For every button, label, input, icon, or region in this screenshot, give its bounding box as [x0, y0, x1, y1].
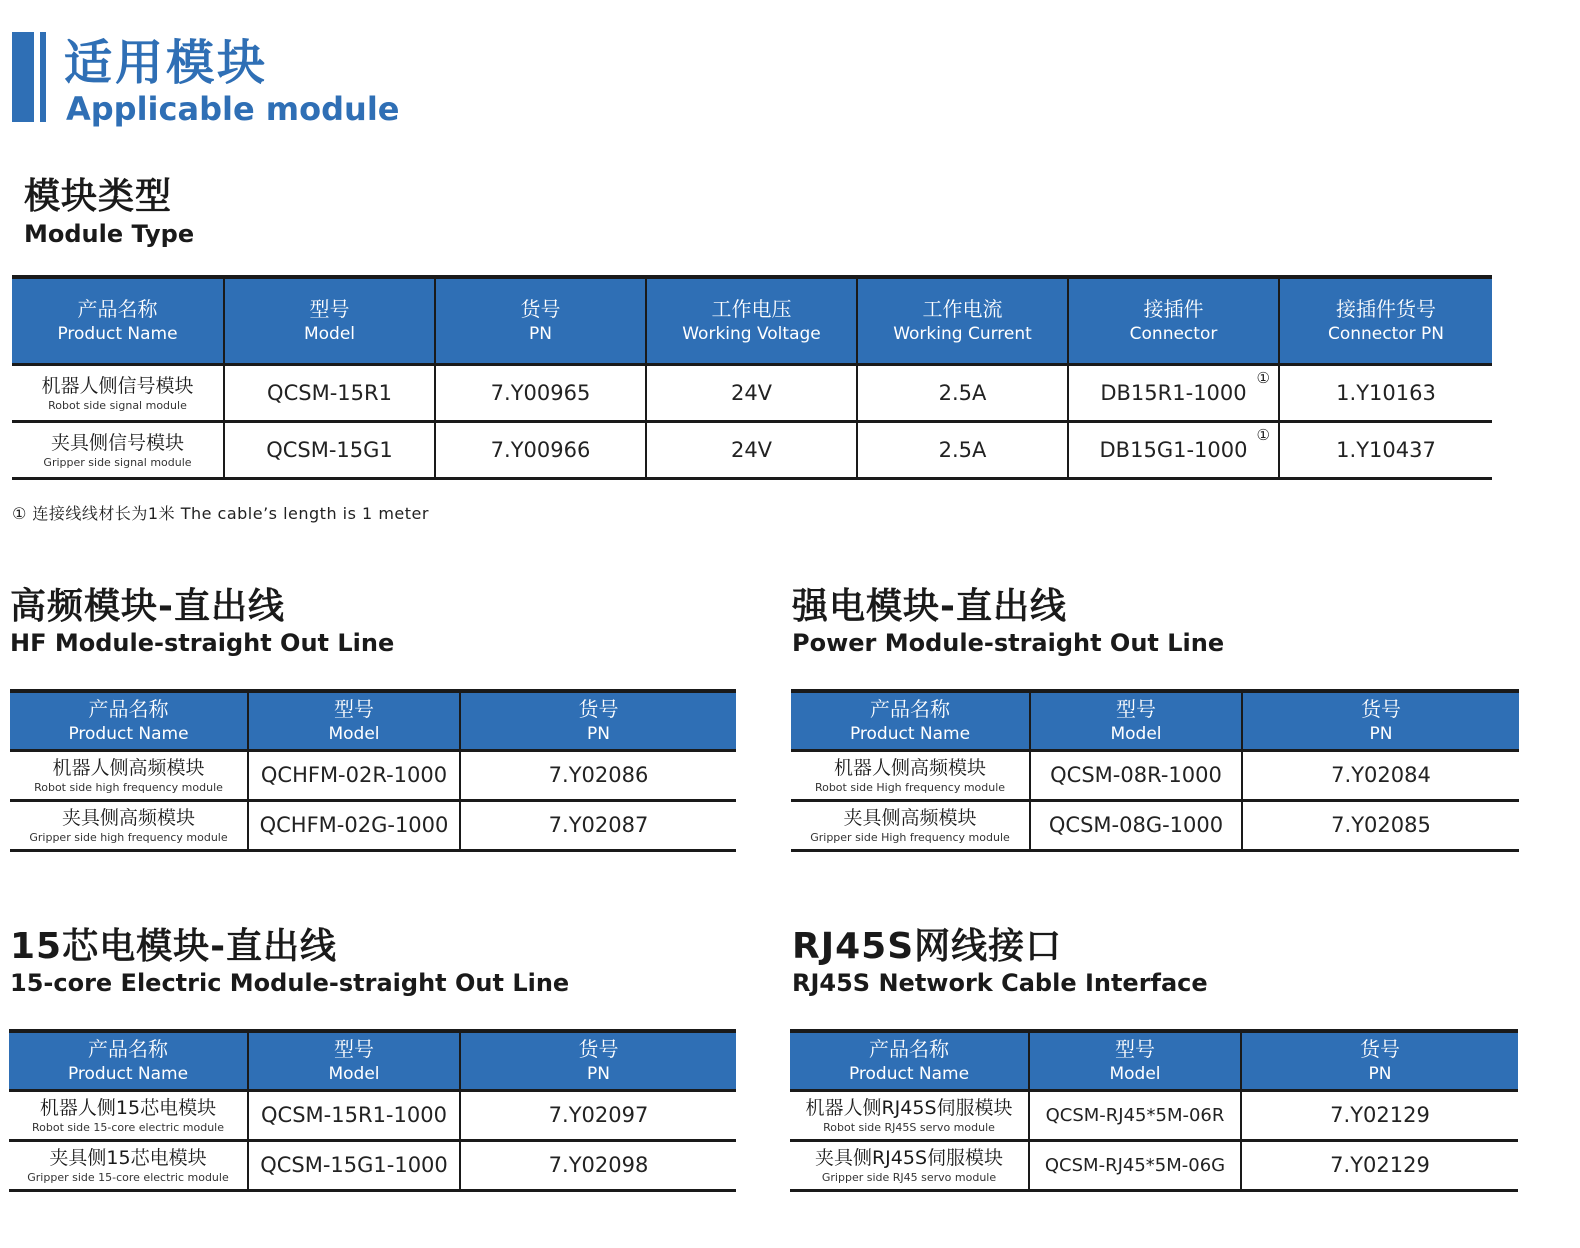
- pn-cell: 7.Y02097: [460, 1090, 736, 1140]
- table-row: [790, 1140, 1518, 1190]
- pn-cell: 7.Y02086: [460, 750, 736, 800]
- model-cell: QCSM-15R1-1000: [248, 1090, 460, 1140]
- pn-cell: 7.Y00965: [435, 364, 646, 421]
- table-header-row: [12, 277, 1492, 364]
- current-cell: 2.5A: [857, 421, 1068, 478]
- table-row: [9, 1140, 736, 1190]
- model-cell: QCSM-08R-1000: [1030, 750, 1242, 800]
- rj45-module-table: [790, 1029, 1518, 1192]
- table-row: [790, 1090, 1518, 1140]
- power-module-title-cn: 强电模块-直出线: [792, 586, 1067, 627]
- model-cell: QCSM-15G1-1000: [248, 1140, 460, 1190]
- column-header-connector-pn: 接插件货号 Connector PN: [1279, 277, 1492, 364]
- model-cell: QCSM-15R1: [224, 364, 435, 421]
- pn-cell: 7.Y02087: [460, 800, 736, 850]
- column-header-product-name: 产品名称 Product Name: [791, 691, 1030, 750]
- header-accent-line: [40, 32, 46, 122]
- product-name-cell: 夹具侧RJ45S伺服模块 Gripper side RJ45 servo module: [790, 1140, 1029, 1190]
- column-header-working-current: 工作电流 Working Current: [857, 277, 1068, 364]
- pn-cell: 7.Y02098: [460, 1140, 736, 1190]
- model-cell: QCHFM-02G-1000: [248, 800, 460, 850]
- connector-cell: [1068, 364, 1279, 421]
- cable-length-footnote: ① 连接线线材长为1米 The cable’s length is 1 meter: [12, 504, 429, 523]
- column-header-connector: 接插件 Connector: [1068, 277, 1279, 364]
- header-accent-bar: [12, 32, 34, 122]
- column-header-pn: 货号 PN: [460, 1031, 736, 1090]
- product-name-cell: 机器人侧信号模块 Robot side signal module: [12, 364, 224, 421]
- table-row: [12, 421, 1492, 478]
- table-header-row: [10, 691, 736, 750]
- footnote-marker: ①: [1256, 425, 1270, 444]
- connector-value: DB15G1-1000: [1099, 437, 1248, 462]
- model-cell: QCSM-RJ45*5M-06R: [1029, 1090, 1241, 1140]
- table-row: [10, 750, 736, 800]
- column-header-model: 型号 Model: [248, 1031, 460, 1090]
- current-cell: 2.5A: [857, 364, 1068, 421]
- product-name-cell: 夹具侧信号模块 Gripper side signal module: [12, 421, 224, 478]
- table-header-row: [9, 1031, 736, 1090]
- product-name-cell: 机器人侧15芯电模块 Robot side 15-core electric module: [9, 1090, 248, 1140]
- product-name-cell: 机器人侧高频模块 Robot side High frequency module: [791, 750, 1030, 800]
- product-name-cell: 夹具侧15芯电模块 Gripper side 15-core electric module: [9, 1140, 248, 1190]
- rj45-module-title-en: RJ45S Network Cable Interface: [792, 969, 1208, 997]
- voltage-cell: 24V: [646, 364, 857, 421]
- connector-value: DB15R1-1000: [1100, 380, 1247, 405]
- product-name-cell: 夹具侧高频模块 Gripper side High frequency module: [791, 800, 1030, 850]
- power-module-title-en: Power Module-straight Out Line: [792, 629, 1225, 657]
- connector-pn-cell: 1.Y10437: [1279, 421, 1492, 478]
- column-header-product-name: 产品名称 Product Name: [9, 1031, 248, 1090]
- voltage-cell: 24V: [646, 421, 857, 478]
- module-type-table: [12, 275, 1492, 480]
- hf-module-title-cn: 高频模块-直出线: [10, 586, 285, 627]
- module-type-title-cn: 模块类型: [24, 176, 173, 217]
- core15-module-title-en: 15-core Electric Module-straight Out Line: [10, 969, 570, 997]
- power-module-table: [791, 689, 1519, 852]
- model-cell: QCSM-08G-1000: [1030, 800, 1242, 850]
- table-row: [791, 750, 1519, 800]
- model-cell: QCSM-15G1: [224, 421, 435, 478]
- pn-cell: 7.Y02129: [1241, 1140, 1518, 1190]
- pn-cell: 7.Y00966: [435, 421, 646, 478]
- hf-module-title-en: HF Module-straight Out Line: [10, 629, 395, 657]
- column-header-pn: 货号 PN: [435, 277, 646, 364]
- connector-pn-cell: 1.Y10163: [1279, 364, 1492, 421]
- module-type-title-en: Module Type: [24, 220, 195, 248]
- column-header-model: 型号 Model: [224, 277, 435, 364]
- column-header-product-name: 产品名称 Product Name: [10, 691, 248, 750]
- rj45-module-title-cn: RJ45S网线接口: [792, 926, 1063, 967]
- column-header-model: 型号 Model: [1030, 691, 1242, 750]
- table-row: [9, 1090, 736, 1140]
- column-header-product-name: 产品名称 Product Name: [790, 1031, 1029, 1090]
- table-header-row: [790, 1031, 1518, 1090]
- column-header-pn: 货号 PN: [1241, 1031, 1518, 1090]
- pn-cell: 7.Y02129: [1241, 1090, 1518, 1140]
- column-header-model: 型号 Model: [248, 691, 460, 750]
- core15-module-table: [9, 1029, 736, 1192]
- pn-cell: 7.Y02084: [1242, 750, 1519, 800]
- page-title-cn: 适用模块: [64, 35, 269, 91]
- connector-cell: [1068, 421, 1279, 478]
- product-name-cell: 机器人侧高频模块 Robot side high frequency module: [10, 750, 248, 800]
- model-cell: QCHFM-02R-1000: [248, 750, 460, 800]
- page-title-en: Applicable module: [66, 90, 400, 128]
- table-header-row: [791, 691, 1519, 750]
- hf-module-table: [10, 689, 736, 852]
- table-row: [10, 800, 736, 850]
- model-cell: QCSM-RJ45*5M-06G: [1029, 1140, 1241, 1190]
- product-name-cell: 夹具侧高频模块 Gripper side high frequency module: [10, 800, 248, 850]
- column-header-pn: 货号 PN: [460, 691, 736, 750]
- column-header-pn: 货号 PN: [1242, 691, 1519, 750]
- column-header-product-name: 产品名称 Product Name: [12, 277, 224, 364]
- table-row: [791, 800, 1519, 850]
- product-name-cell: 机器人侧RJ45S伺服模块 Robot side RJ45S servo module: [790, 1090, 1029, 1140]
- core15-module-title-cn: 15芯电模块-直出线: [10, 926, 338, 967]
- column-header-working-voltage: 工作电压 Working Voltage: [646, 277, 857, 364]
- footnote-marker: ①: [1256, 368, 1270, 387]
- column-header-model: 型号 Model: [1029, 1031, 1241, 1090]
- table-row: [12, 364, 1492, 421]
- pn-cell: 7.Y02085: [1242, 800, 1519, 850]
